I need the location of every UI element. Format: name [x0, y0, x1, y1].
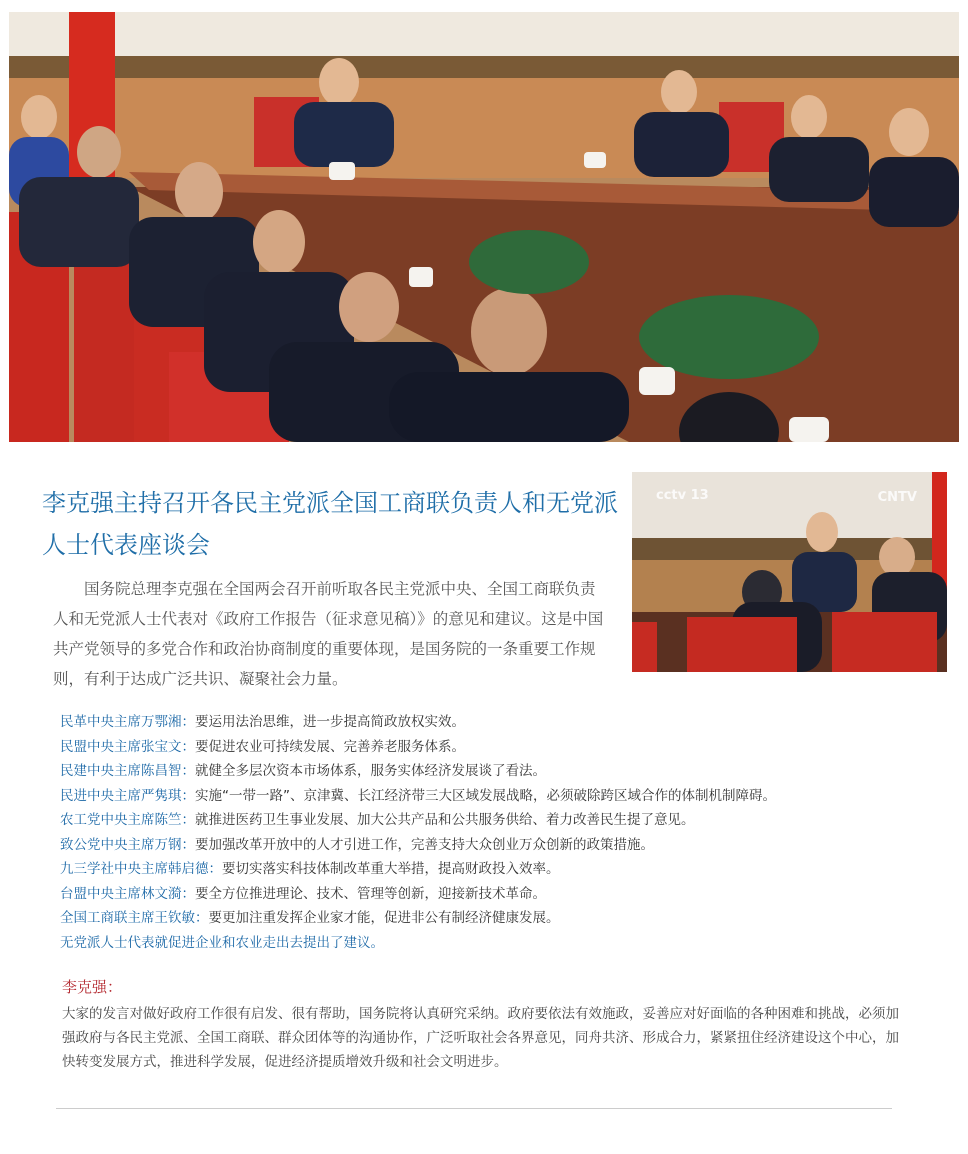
speaker-opinion: 实施“一带一路”、京津冀、长江经济带三大区域发展战略，必须破除跨区域合作的体制机制障碍。: [195, 787, 776, 804]
thumbnail-logo-right: CNTV: [877, 490, 917, 505]
meeting-photo: [9, 12, 959, 442]
list-item: [60, 857, 920, 882]
speaker-name: 民建中央主席陈昌智：: [60, 763, 195, 779]
list-item: [60, 808, 920, 833]
opinions-list: [60, 710, 920, 955]
meeting-photo-illustration: [9, 12, 959, 442]
speaker-name: 致公党中央主席万钢：: [60, 836, 195, 853]
speaker-opinion: 要全方位推进理论、技术、管理等创新，迎接新技术革命。: [195, 885, 546, 902]
video-thumbnail[interactable]: [632, 472, 947, 672]
speaker-opinion: 就健全多层次资本市场体系，服务实体经济发展谈了看法。: [195, 763, 546, 779]
speaker-name: 民进中央主席严隽琪：: [60, 787, 195, 804]
speaker-opinion: 要促进农业可持续发展、完善养老服务体系。: [195, 738, 465, 755]
speaker-opinion: 就推进医药卫生事业发展、加大公共产品和公共服务供给、着力改善民生提了意见。: [195, 812, 695, 828]
list-item: [60, 833, 920, 858]
article-intro: 国务院总理李克强在全国两会召开前听取各民主党派中央、全国工商联负责人和无党派人士代表对《政府工作报告（征求意见稿）》的意见和建议。这是中国共产党领导的多党合作和政治协商制度的重要体现，是国务院的一条重要工作规则，有利于达成广泛共识、凝聚社会力量。: [53, 580, 604, 688]
speaker-opinion: 要切实落实科技体制改革重大举措，提高财政投入效率。: [222, 861, 560, 877]
article-title: 李克强主持召开各民主党派全国工商联负责人和无党派人士代表座谈会: [42, 489, 618, 559]
speaker-name: 全国工商联主席王钦敏：: [60, 910, 209, 926]
list-item: [60, 735, 920, 760]
list-item: [60, 710, 920, 735]
speaker-name: 民革中央主席万鄂湘：: [60, 714, 195, 730]
list-item: [60, 906, 920, 931]
speaker-name: 民盟中央主席张宝文：: [60, 738, 195, 755]
list-item: [60, 931, 920, 956]
speaker-name: 九三学社中央主席韩启德：: [60, 861, 222, 877]
speaker-name: 无党派人士代表就促进企业和农业走出去提出了建议。: [60, 934, 384, 951]
list-item: [60, 882, 920, 907]
speaker-name: 台盟中央主席林文漪：: [60, 885, 195, 902]
speaker-opinion: 要运用法治思维，进一步提高简政放权实效。: [195, 714, 465, 730]
list-item: [60, 784, 920, 809]
premier-label: 李克强：: [62, 978, 123, 996]
speaker-name: 农工党中央主席陈竺：: [60, 812, 195, 828]
speaker-opinion: 要更加注重发挥企业家才能，促进非公有制经济健康发展。: [208, 910, 560, 926]
list-item: [60, 759, 920, 784]
divider: [56, 1108, 892, 1109]
thumbnail-logo-left: cctv 13: [656, 488, 709, 503]
premier-remarks: 大家的发言对做好政府工作很有启发、很有帮助，国务院将认真研究采纳。政府要依法有效施政，妥善应对好面临的各种困难和挑战，必须加强政府与各民主党派、全国工商联、群众团体等的沟通协作，广泛听取社会各界意见，同舟共济、形成合力，紧紧扭住经济建设这个中心，加快转变发展方式，推进科学发展，促进经济提质增效升级和社会文明进步。: [62, 1006, 899, 1070]
speaker-opinion: 要加强改革开放中的人才引进工作，完善支持大众创业万众创新的政策措施。: [195, 836, 654, 853]
